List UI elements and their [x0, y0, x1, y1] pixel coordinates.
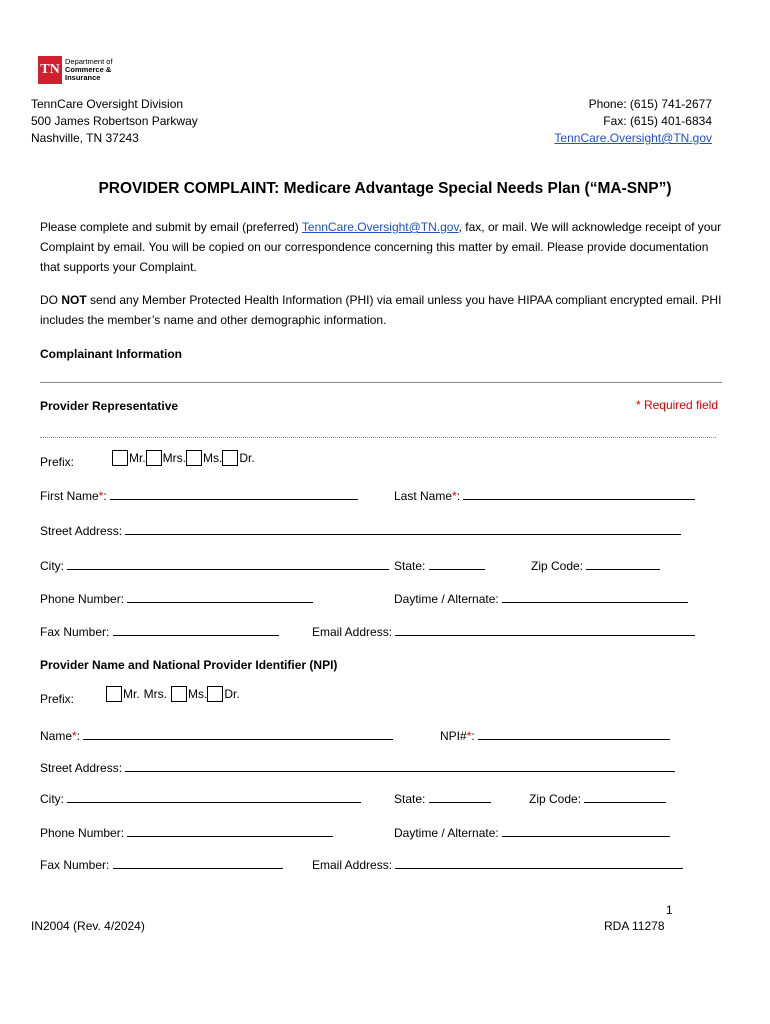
first-name-field: First Name*: [40, 488, 358, 503]
fax-field: Fax Number: [40, 624, 279, 639]
npi-input[interactable] [478, 728, 670, 740]
provider-daytime-alternate-field: Daytime / Alternate: [394, 825, 670, 840]
last-name-field: Last Name*: [394, 488, 695, 503]
complainant-heading: Complainant Information [40, 347, 182, 361]
provider-prefix-ms-checkbox[interactable] [171, 686, 187, 702]
prefix-mrs-checkbox[interactable] [146, 450, 162, 466]
prefix-ms-checkbox[interactable] [186, 450, 202, 466]
email-link[interactable]: TennCare.Oversight@TN.gov [301, 220, 459, 234]
provider-state-input[interactable] [429, 791, 491, 803]
provider-zip-input[interactable] [584, 791, 666, 803]
division-address: TennCare Oversight Division 500 James Robertson Parkway Nashville, TN 37243 [31, 97, 198, 145]
email-input[interactable] [395, 624, 695, 636]
phone-input[interactable] [127, 591, 313, 603]
provider-city-input[interactable] [67, 791, 361, 803]
provider-city-field: City: [40, 791, 361, 806]
logo-text: Department of Commerce & Insurance [65, 57, 113, 82]
first-name-input[interactable] [110, 488, 358, 500]
provider-zip-field: Zip Code: [529, 791, 666, 806]
provider-fax-field: Fax Number: [40, 857, 283, 872]
provider-name-input[interactable] [83, 728, 393, 740]
provider-npi-heading: Provider Name and National Provider Identifier (NPI) [40, 658, 338, 672]
prefix-mr-checkbox[interactable] [112, 450, 128, 466]
provider-email-field: Email Address: [312, 857, 683, 872]
tn-badge: TN [38, 56, 62, 84]
contact-info [554, 96, 712, 147]
email-field: Email Address: [312, 624, 695, 639]
city-input[interactable] [67, 558, 389, 570]
contact-phone: Phone: (615) 741-2677 [588, 97, 712, 111]
provider-prefix-dr-checkbox[interactable] [207, 686, 223, 702]
divider [40, 437, 716, 438]
zip-input[interactable] [586, 558, 660, 570]
state-input[interactable] [429, 558, 485, 570]
daytime-alternate-input[interactable] [502, 591, 688, 603]
npi-field: NPI#*: [440, 728, 670, 743]
page-number: 1 [666, 903, 673, 917]
city-field: City: [40, 558, 389, 573]
street-address-input[interactable] [125, 523, 681, 535]
provider-street-address-field: Street Address: [40, 760, 675, 775]
prefix-dr-checkbox[interactable] [222, 450, 238, 466]
prefix-label: Prefix: [40, 455, 75, 469]
prefix-label: Prefix: [40, 692, 75, 706]
phone-field: Phone Number: [40, 591, 313, 606]
provider-prefix-options: Mr. Mrs. Ms. Dr. [106, 686, 240, 702]
phi-warning-paragraph: DO NOT send any Member Protected Health Information (PHI) via email unless you have HIPAA compliant encrypted email. PHI includes the member’s name and other demographic information. [40, 293, 722, 327]
rep-prefix-options: Mr. Mrs. Ms. Dr. [112, 450, 255, 466]
provider-street-address-input[interactable] [125, 760, 675, 772]
contact-fax: Fax: (615) 401-6834 [603, 114, 712, 128]
provider-daytime-alternate-input[interactable] [502, 825, 670, 837]
zip-field: Zip Code: [531, 558, 660, 573]
provider-state-field: State: [394, 791, 491, 806]
provider-fax-input[interactable] [113, 857, 283, 869]
provider-name-field: Name*: [40, 728, 393, 743]
form-id: IN2004 (Rev. 4/2024) [31, 919, 145, 933]
required-field-note: * Required field [635, 398, 718, 412]
intro-paragraph: Please complete and submit by email (preferred) TennCare.Oversight@TN.gov, fax, or mail. We will acknowledge receipt of your Complaint by email. You will be copied on our correspondence concerning this matter by email. Please provide documentation that supports your Complaint. [40, 220, 722, 274]
rda-number: RDA 11278 [604, 919, 665, 933]
state-field: State: [394, 558, 485, 573]
provider-prefix-mr-checkbox[interactable] [106, 686, 122, 702]
fax-input[interactable] [113, 624, 279, 636]
provider-phone-input[interactable] [127, 825, 333, 837]
daytime-alternate-field: Daytime / Alternate: [394, 591, 688, 606]
contact-email-link[interactable]: TennCare.Oversight@TN.gov [554, 131, 712, 145]
page-title: PROVIDER COMPLAINT: Medicare Advantage Special Needs Plan (“MA-SNP”) [98, 180, 672, 197]
provider-phone-field: Phone Number: [40, 825, 333, 840]
provider-email-input[interactable] [395, 857, 683, 869]
street-address-field: Street Address: [40, 523, 681, 538]
last-name-input[interactable] [463, 488, 695, 500]
divider [40, 382, 722, 383]
provider-representative-heading: Provider Representative [40, 399, 179, 413]
